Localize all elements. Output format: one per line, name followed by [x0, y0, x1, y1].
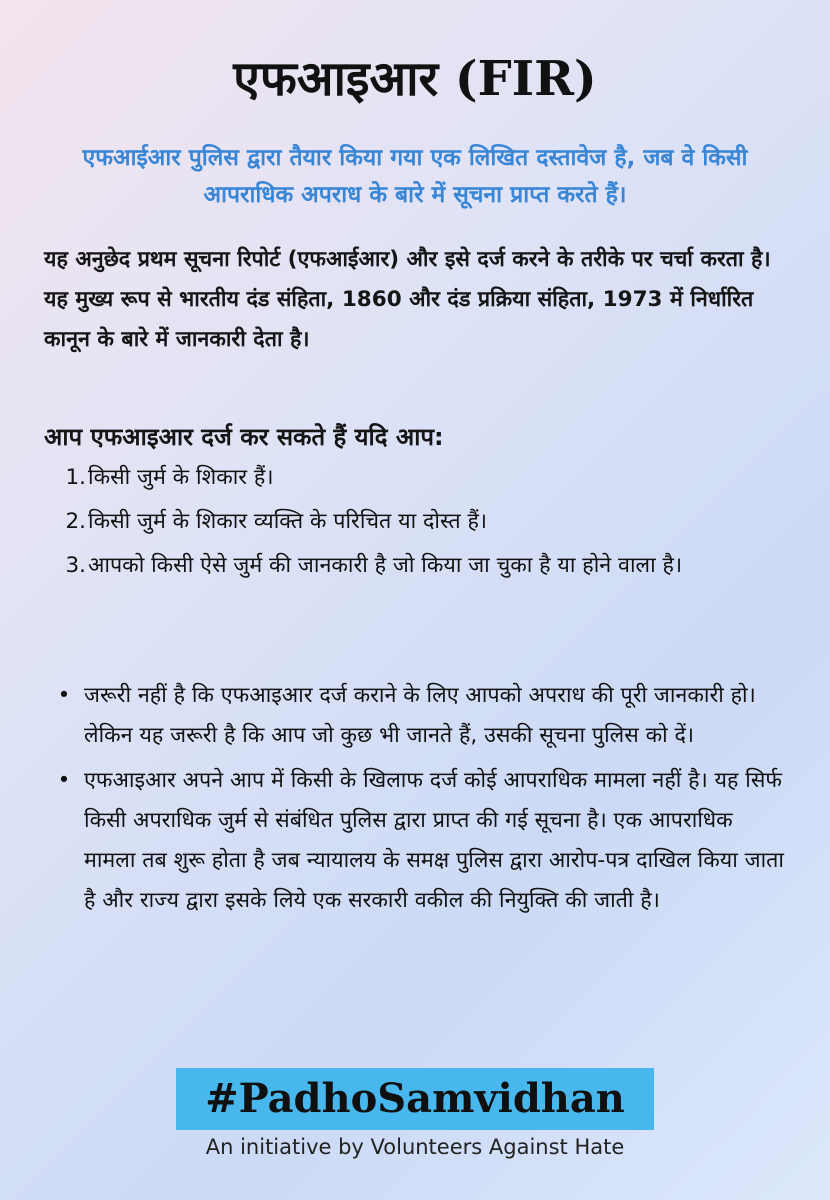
bullet-item-text: एफआइआर अपने आप में किसी के खिलाफ दर्ज कोई आपराधिक मामला नहीं है। यह सिर्फ किसी अपराधिक जुर्म से संबंधित पुलिस द्वारा प्राप्त की गई सूचना है। एक आपराधिक मामला तब शुरू होता है जब न्यायालय के समक्ष पुलिस द्वारा आरोप-पत्र दाखिल किया जाता है और राज्य द्वारा इसके लिये एक सरकारी वकील की नियुक्ति की जाती है।	[84, 768, 784, 913]
list-item	[44, 502, 790, 542]
list-item-text: किसी जुर्म के शिकार हैं।	[88, 465, 274, 490]
list-item-text: किसी जुर्म के शिकार व्यक्ति के परिचित या दोस्त हैं।	[88, 509, 488, 534]
bullet-icon: •	[57, 768, 71, 793]
tagline: An initiative by Volunteers Against Hate	[205, 1135, 625, 1159]
list-number: 3.	[65, 553, 86, 578]
list-number: 2.	[65, 509, 86, 534]
bullet-icon: •	[57, 683, 71, 708]
page-title: एफआइआर (FIR)	[233, 51, 597, 107]
section-heading: आप एफआइआर दर्ज कर सकते हैं यदि आप:	[44, 423, 444, 451]
numbered-list	[44, 458, 790, 590]
hashtag-banner: #PadhoSamvidhan	[176, 1068, 654, 1130]
bullet-list	[44, 676, 790, 926]
intro-paragraph: यह अनुछेद प्रथम सूचना रिपोर्ट (एफआईआर) और इसे दर्ज करने के तरीके पर चर्चा करता है। यह मुख्य रूप से भारतीय दंड संहिता, 1860 और दंड प्रक्रिया संहिता, 1973 में निर्धारित कानून के बारे में जानकारी देता है।	[44, 247, 771, 352]
list-item	[44, 458, 790, 498]
list-number: 1.	[65, 465, 86, 490]
list-item	[44, 546, 790, 586]
bullet-item	[44, 676, 790, 756]
subtitle: एफआईआर पुलिस द्वारा तैयार किया गया एक लिखित दस्तावेज है, जब वे किसी आपराधिक अपराध के बारे में सूचना प्राप्त करते हैं।	[82, 145, 748, 208]
list-item-text: आपको किसी ऐसे जुर्म की जानकारी है जो किया जा चुका है या होने वाला है।	[88, 553, 683, 578]
bullet-item	[44, 761, 790, 921]
bullet-item-text: जरूरी नहीं है कि एफआइआर दर्ज कराने के लिए आपको अपराध की पूरी जानकारी हो। लेकिन यह जरूरी है कि आप जो कुछ भी जानते हैं, उसकी सूचना पुलिस को दें।	[84, 683, 756, 748]
